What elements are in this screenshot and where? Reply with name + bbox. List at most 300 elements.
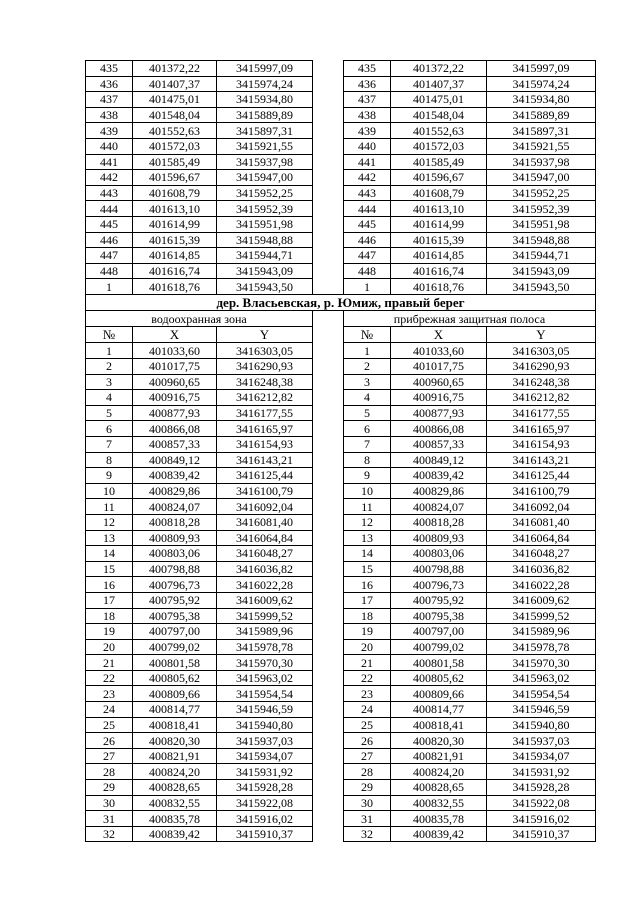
right-num-cell: 448	[344, 263, 391, 279]
left-x-cell: 400829,86	[133, 483, 217, 499]
right-x-cell: 400835,78	[391, 811, 487, 827]
right-num-cell: 29	[344, 780, 391, 796]
left-x-cell: 400820,30	[133, 733, 217, 749]
right-x-cell: 400960,65	[391, 374, 487, 390]
left-num-cell: 15	[86, 561, 133, 577]
right-num-cell: 443	[344, 185, 391, 201]
right-num-cell: 442	[344, 170, 391, 186]
table-row	[86, 811, 596, 827]
left-y-cell: 3415937,03	[217, 733, 313, 749]
right-x-cell: 400799,02	[391, 639, 487, 655]
left-x-cell: 400799,02	[133, 639, 217, 655]
table-gap	[313, 499, 344, 515]
right-num-cell: 446	[344, 232, 391, 248]
table-gap	[313, 92, 344, 108]
right-num-cell: 14	[344, 546, 391, 562]
right-num-cell: 7	[344, 436, 391, 452]
table-row	[86, 343, 596, 359]
left-x-cell: 401614,99	[133, 216, 217, 232]
right-y-cell: 3415916,02	[487, 811, 596, 827]
left-x-cell: 401372,22	[133, 61, 217, 77]
right-num-cell: 440	[344, 138, 391, 154]
right-num-cell: 11	[344, 499, 391, 515]
table-row	[86, 92, 596, 108]
left-num-cell: 18	[86, 608, 133, 624]
left-y-header: Y	[217, 327, 313, 343]
table-row	[86, 232, 596, 248]
left-num-cell: 12	[86, 514, 133, 530]
table-gap	[313, 514, 344, 530]
left-x-cell: 400818,28	[133, 514, 217, 530]
right-y-cell: 3415921,55	[487, 138, 596, 154]
table-row	[86, 717, 596, 733]
right-x-cell: 401616,74	[391, 263, 487, 279]
right-x-cell: 401614,99	[391, 216, 487, 232]
right-x-cell: 400795,38	[391, 608, 487, 624]
right-num-cell: 4	[344, 390, 391, 406]
left-y-cell: 3415889,89	[217, 107, 313, 123]
right-y-cell: 3415928,28	[487, 780, 596, 796]
left-x-cell: 400814,77	[133, 702, 217, 718]
table-gap	[313, 359, 344, 375]
left-x-cell: 401033,60	[133, 343, 217, 359]
table-row	[86, 514, 596, 530]
right-num-cell: 20	[344, 639, 391, 655]
left-num-cell: 10	[86, 483, 133, 499]
left-y-cell: 3415934,80	[217, 92, 313, 108]
table-gap	[313, 624, 344, 640]
right-y-cell: 3415931,92	[487, 764, 596, 780]
right-x-header: X	[391, 327, 487, 343]
right-num-cell: 9	[344, 468, 391, 484]
right-x-cell: 400821,91	[391, 748, 487, 764]
table-gap	[313, 670, 344, 686]
right-subtitle: прибрежная защитная полоса	[344, 311, 596, 327]
table-row	[86, 826, 596, 842]
left-num-cell: 440	[86, 138, 133, 154]
left-y-cell: 3416165,97	[217, 421, 313, 437]
left-x-cell: 401017,75	[133, 359, 217, 375]
left-x-cell: 400877,93	[133, 405, 217, 421]
table-gap	[313, 811, 344, 827]
right-x-cell: 401572,03	[391, 138, 487, 154]
right-num-cell: 30	[344, 795, 391, 811]
right-y-cell: 3416064,84	[487, 530, 596, 546]
section-title: дер. Власьевская, р. Юмиж, правый берег	[86, 294, 596, 311]
left-y-cell: 3415922,08	[217, 795, 313, 811]
right-num-cell: 5	[344, 405, 391, 421]
left-num-cell: 4	[86, 390, 133, 406]
left-y-cell: 3415999,52	[217, 608, 313, 624]
table-gap	[313, 826, 344, 842]
right-num-cell: 1	[344, 279, 391, 295]
right-x-cell: 400797,00	[391, 624, 487, 640]
table-row	[86, 107, 596, 123]
right-y-cell: 3415897,31	[487, 123, 596, 139]
table-gap	[313, 577, 344, 593]
right-num-cell: 447	[344, 248, 391, 264]
left-x-cell: 401475,01	[133, 92, 217, 108]
table-gap	[313, 107, 344, 123]
left-num-cell: 438	[86, 107, 133, 123]
left-num-cell: 435	[86, 61, 133, 77]
right-x-cell: 401017,75	[391, 359, 487, 375]
table-row	[86, 138, 596, 154]
right-num-cell: 438	[344, 107, 391, 123]
table-gap	[313, 733, 344, 749]
right-x-cell: 401372,22	[391, 61, 487, 77]
right-y-cell: 3416248,38	[487, 374, 596, 390]
table-row	[86, 248, 596, 264]
left-num-cell: 5	[86, 405, 133, 421]
right-y-header: Y	[487, 327, 596, 343]
table-gap	[313, 311, 344, 327]
table-gap	[313, 639, 344, 655]
left-num-cell: 30	[86, 795, 133, 811]
table-gap	[313, 717, 344, 733]
table-row	[86, 546, 596, 562]
table-gap	[313, 170, 344, 186]
right-y-cell: 3416143,21	[487, 452, 596, 468]
left-y-cell: 3415937,98	[217, 154, 313, 170]
left-num-cell: 24	[86, 702, 133, 718]
right-num-cell: 23	[344, 686, 391, 702]
right-num-cell: 31	[344, 811, 391, 827]
table-gap	[313, 468, 344, 484]
left-num-cell: 444	[86, 201, 133, 217]
left-y-cell: 3415910,37	[217, 826, 313, 842]
left-y-cell: 3415934,07	[217, 748, 313, 764]
left-y-cell: 3416064,84	[217, 530, 313, 546]
left-num-cell: 11	[86, 499, 133, 515]
right-num-cell: 26	[344, 733, 391, 749]
right-y-cell: 3415951,98	[487, 216, 596, 232]
table-gap	[313, 279, 344, 295]
left-y-cell: 3416154,93	[217, 436, 313, 452]
right-num-cell: 3	[344, 374, 391, 390]
table-row	[86, 499, 596, 515]
table-row	[86, 795, 596, 811]
right-num-cell: 6	[344, 421, 391, 437]
table-row	[86, 154, 596, 170]
right-x-cell: 400824,07	[391, 499, 487, 515]
right-y-cell: 3416048,27	[487, 546, 596, 562]
left-num-cell: 19	[86, 624, 133, 640]
left-x-cell: 400832,55	[133, 795, 217, 811]
left-x-cell: 400809,93	[133, 530, 217, 546]
right-y-cell: 3415889,89	[487, 107, 596, 123]
table-row	[86, 421, 596, 437]
right-num-cell: 441	[344, 154, 391, 170]
left-x-cell: 400835,78	[133, 811, 217, 827]
right-x-cell: 401615,39	[391, 232, 487, 248]
left-x-cell: 400828,65	[133, 780, 217, 796]
left-y-cell: 3415947,00	[217, 170, 313, 186]
left-x-cell: 400839,42	[133, 826, 217, 842]
left-num-cell: 8	[86, 452, 133, 468]
table-row	[86, 748, 596, 764]
left-num-cell: 20	[86, 639, 133, 655]
left-x-header: X	[133, 327, 217, 343]
right-y-cell: 3415946,59	[487, 702, 596, 718]
table-row	[86, 279, 596, 295]
left-x-cell: 401618,76	[133, 279, 217, 295]
right-x-cell: 400820,30	[391, 733, 487, 749]
right-y-cell: 3416290,93	[487, 359, 596, 375]
right-x-cell: 400832,55	[391, 795, 487, 811]
table-gap	[313, 686, 344, 702]
right-y-cell: 3416036,82	[487, 561, 596, 577]
right-y-cell: 3416303,05	[487, 343, 596, 359]
table-gap	[313, 185, 344, 201]
table-row	[86, 655, 596, 671]
table-gap	[313, 390, 344, 406]
left-y-cell: 3416092,04	[217, 499, 313, 515]
table-row	[86, 263, 596, 279]
left-num-cell: 14	[86, 546, 133, 562]
right-x-cell: 400839,42	[391, 826, 487, 842]
left-num-cell: 446	[86, 232, 133, 248]
left-num-cell: 439	[86, 123, 133, 139]
right-num-cell: 19	[344, 624, 391, 640]
right-x-cell: 401596,67	[391, 170, 487, 186]
right-num-cell: 445	[344, 216, 391, 232]
right-y-cell: 3415997,09	[487, 61, 596, 77]
right-y-cell: 3415934,07	[487, 748, 596, 764]
left-subtitle: водоохранная зона	[86, 311, 313, 327]
right-num-cell: 437	[344, 92, 391, 108]
right-num-cell: 16	[344, 577, 391, 593]
left-y-cell: 3416143,21	[217, 452, 313, 468]
right-num-cell: 436	[344, 76, 391, 92]
left-x-cell: 400795,38	[133, 608, 217, 624]
right-num-cell: 13	[344, 530, 391, 546]
right-y-cell: 3415943,09	[487, 263, 596, 279]
right-y-cell: 3415989,96	[487, 624, 596, 640]
left-y-cell: 3416022,28	[217, 577, 313, 593]
left-y-cell: 3416036,82	[217, 561, 313, 577]
table-row	[86, 483, 596, 499]
left-y-cell: 3415946,59	[217, 702, 313, 718]
right-y-cell: 3415978,78	[487, 639, 596, 655]
table-gap	[313, 608, 344, 624]
right-x-cell: 401614,85	[391, 248, 487, 264]
left-num-cell: 28	[86, 764, 133, 780]
left-num-cell: 9	[86, 468, 133, 484]
left-num-cell: 448	[86, 263, 133, 279]
right-x-cell: 401608,79	[391, 185, 487, 201]
table-gap	[313, 592, 344, 608]
right-x-cell: 401613,10	[391, 201, 487, 217]
right-x-cell: 400818,41	[391, 717, 487, 733]
left-x-cell: 400857,33	[133, 436, 217, 452]
table-row	[86, 624, 596, 640]
table-row	[86, 686, 596, 702]
left-num-cell: 13	[86, 530, 133, 546]
left-y-cell: 3416290,93	[217, 359, 313, 375]
right-y-cell: 3415937,98	[487, 154, 596, 170]
left-x-cell: 400866,08	[133, 421, 217, 437]
table-gap	[313, 436, 344, 452]
right-x-cell: 400824,20	[391, 764, 487, 780]
left-num-cell: 17	[86, 592, 133, 608]
table-gap	[313, 61, 344, 77]
right-y-cell: 3416212,82	[487, 390, 596, 406]
left-num-cell: 27	[86, 748, 133, 764]
left-y-cell: 3416009,62	[217, 592, 313, 608]
right-y-cell: 3415974,24	[487, 76, 596, 92]
table-gap	[313, 232, 344, 248]
right-num-header: №	[344, 327, 391, 343]
table-row	[86, 670, 596, 686]
left-num-cell: 441	[86, 154, 133, 170]
left-y-cell: 3415963,02	[217, 670, 313, 686]
right-num-cell: 12	[344, 514, 391, 530]
table-row	[86, 608, 596, 624]
right-num-cell: 24	[344, 702, 391, 718]
table-gap	[313, 76, 344, 92]
right-y-cell: 3415910,37	[487, 826, 596, 842]
left-x-cell: 401613,10	[133, 201, 217, 217]
left-x-cell: 400797,00	[133, 624, 217, 640]
table-gap	[313, 748, 344, 764]
table-row	[86, 390, 596, 406]
right-y-cell: 3415934,80	[487, 92, 596, 108]
right-num-cell: 32	[344, 826, 391, 842]
top-rows	[86, 61, 596, 295]
right-x-cell: 400809,93	[391, 530, 487, 546]
right-x-cell: 401548,04	[391, 107, 487, 123]
left-num-cell: 442	[86, 170, 133, 186]
table-row	[86, 61, 596, 77]
table-gap	[313, 483, 344, 499]
left-x-cell: 400960,65	[133, 374, 217, 390]
left-y-cell: 3416212,82	[217, 390, 313, 406]
table-gap	[313, 702, 344, 718]
table-gap	[313, 655, 344, 671]
right-y-cell: 3416009,62	[487, 592, 596, 608]
left-x-cell: 400801,58	[133, 655, 217, 671]
right-x-cell: 401475,01	[391, 92, 487, 108]
right-y-cell: 3415999,52	[487, 608, 596, 624]
right-y-cell: 3416125,44	[487, 468, 596, 484]
left-num-cell: 447	[86, 248, 133, 264]
left-num-cell: 436	[86, 76, 133, 92]
table-gap	[313, 343, 344, 359]
right-x-cell: 401585,49	[391, 154, 487, 170]
left-y-cell: 3415952,25	[217, 185, 313, 201]
left-y-cell: 3415970,30	[217, 655, 313, 671]
left-x-cell: 400796,73	[133, 577, 217, 593]
table-gap	[313, 216, 344, 232]
right-num-cell: 1	[344, 343, 391, 359]
table-gap	[313, 374, 344, 390]
left-y-cell: 3415943,09	[217, 263, 313, 279]
right-x-cell: 400795,92	[391, 592, 487, 608]
left-num-cell: 443	[86, 185, 133, 201]
table-row	[86, 468, 596, 484]
table-row	[86, 436, 596, 452]
left-x-cell: 401596,67	[133, 170, 217, 186]
table-gap	[313, 546, 344, 562]
table-gap	[313, 561, 344, 577]
left-x-cell: 400824,07	[133, 499, 217, 515]
right-x-cell: 400805,62	[391, 670, 487, 686]
left-y-cell: 3415989,96	[217, 624, 313, 640]
left-y-cell: 3416081,40	[217, 514, 313, 530]
table-gap	[313, 263, 344, 279]
table-row	[86, 374, 596, 390]
right-x-cell: 401407,37	[391, 76, 487, 92]
right-y-cell: 3415952,39	[487, 201, 596, 217]
right-x-cell: 400916,75	[391, 390, 487, 406]
left-num-cell: 16	[86, 577, 133, 593]
right-num-cell: 28	[344, 764, 391, 780]
right-x-cell: 400796,73	[391, 577, 487, 593]
right-y-cell: 3415944,71	[487, 248, 596, 264]
left-y-cell: 3415978,78	[217, 639, 313, 655]
right-x-cell: 401618,76	[391, 279, 487, 295]
right-x-cell: 400857,33	[391, 436, 487, 452]
left-x-cell: 400795,92	[133, 592, 217, 608]
table-row	[86, 530, 596, 546]
left-num-cell: 2	[86, 359, 133, 375]
left-x-cell: 400839,42	[133, 468, 217, 484]
right-x-cell: 400809,66	[391, 686, 487, 702]
right-y-cell: 3416100,79	[487, 483, 596, 499]
left-num-cell: 21	[86, 655, 133, 671]
left-num-cell: 23	[86, 686, 133, 702]
table-row	[86, 561, 596, 577]
right-x-cell: 400849,12	[391, 452, 487, 468]
left-y-cell: 3415954,54	[217, 686, 313, 702]
left-num-cell: 6	[86, 421, 133, 437]
table-gap	[313, 405, 344, 421]
left-num-cell: 22	[86, 670, 133, 686]
right-y-cell: 3416022,28	[487, 577, 596, 593]
table-gap	[313, 154, 344, 170]
left-y-cell: 3415948,88	[217, 232, 313, 248]
left-y-cell: 3415921,55	[217, 138, 313, 154]
right-x-cell: 401033,60	[391, 343, 487, 359]
right-y-cell: 3415963,02	[487, 670, 596, 686]
right-x-cell: 400866,08	[391, 421, 487, 437]
right-y-cell: 3416165,97	[487, 421, 596, 437]
left-y-cell: 3415943,50	[217, 279, 313, 295]
table-gap	[313, 795, 344, 811]
left-y-cell: 3415974,24	[217, 76, 313, 92]
right-y-cell: 3415948,88	[487, 232, 596, 248]
table-row	[86, 405, 596, 421]
right-num-cell: 10	[344, 483, 391, 499]
left-y-cell: 3415997,09	[217, 61, 313, 77]
table-row	[86, 201, 596, 217]
coordinates-table	[85, 60, 596, 842]
left-num-cell: 26	[86, 733, 133, 749]
table-row	[86, 359, 596, 375]
left-y-cell: 3416100,79	[217, 483, 313, 499]
right-y-cell: 3415940,80	[487, 717, 596, 733]
left-y-cell: 3415951,98	[217, 216, 313, 232]
left-x-cell: 400805,62	[133, 670, 217, 686]
right-x-cell: 400798,88	[391, 561, 487, 577]
table-row	[86, 76, 596, 92]
left-x-cell: 401615,39	[133, 232, 217, 248]
left-x-cell: 400849,12	[133, 452, 217, 468]
left-x-cell: 401552,63	[133, 123, 217, 139]
left-y-cell: 3415940,80	[217, 717, 313, 733]
right-num-cell: 27	[344, 748, 391, 764]
